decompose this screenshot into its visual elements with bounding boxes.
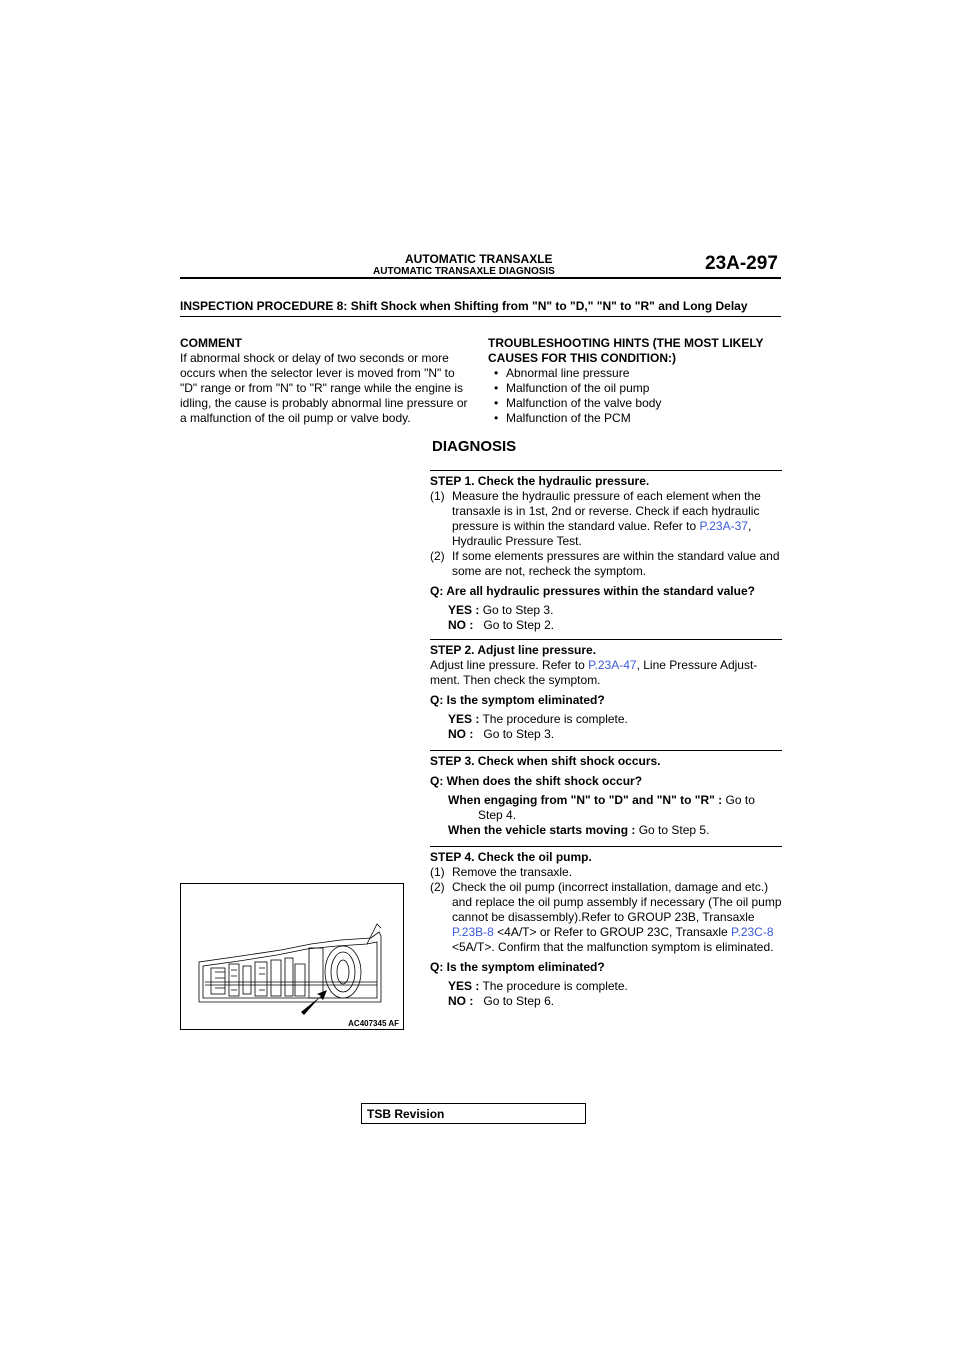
step-question: Q: Are all hydraulic pressures within the standard value? xyxy=(430,584,755,598)
step-question: Q: When does the shift shock occur? xyxy=(430,774,643,788)
answer-no: NO : Go to Step 2. xyxy=(448,618,555,632)
figure-label: AC407345 AF xyxy=(348,1019,399,1028)
step-question: Q: Is the symptom eliminated? xyxy=(430,960,605,974)
step-4 xyxy=(430,846,782,1009)
step-3 xyxy=(430,750,782,838)
header-subtitle: AUTOMATIC TRANSAXLE DIAGNOSIS xyxy=(373,266,555,277)
transaxle-cutaway-illustration xyxy=(181,884,403,1029)
step-item: (1) Measure the hydraulic pressure of each element when the transaxle is in 1st, 2nd or reverse. Check if each hydraulic pressure is within the standard value. Refer to P.23A-37, Hydraulic Pressure Test. xyxy=(430,489,761,548)
step-title: STEP 3. Check when shift shock occurs. xyxy=(430,754,661,768)
ref-link[interactable]: P.23A-47 xyxy=(588,658,637,672)
hints-section xyxy=(488,336,783,426)
step-title: STEP 4. Check the oil pump. xyxy=(430,850,592,864)
answer-yes: YES : The procedure is complete. xyxy=(448,712,628,726)
step-answers xyxy=(430,603,782,633)
step-2 xyxy=(430,639,782,742)
hint-item: • Abnormal line pressure xyxy=(488,366,783,381)
step-divider xyxy=(430,470,782,471)
step-item: (2) Check the oil pump (incorrect installation, damage and etc.) and replace the oil pump assembly if necessary (The oil pump cannot be disassembly).Refer to GROUP 23B, Transaxle P.23B-8 <4A/T> or Refer to GROUP 23C, Transaxle P.23C-8 <5A/T>. Confirm that the malfunction symptom is eliminated. xyxy=(430,880,782,954)
step-divider xyxy=(430,639,782,640)
diagnosis-title: DIAGNOSIS xyxy=(432,438,517,455)
procedure-title-rule xyxy=(180,316,781,317)
hint-item: • Malfunction of the oil pump xyxy=(488,381,783,396)
oil-pump-figure xyxy=(180,883,404,1030)
hint-item: • Malfunction of the PCM xyxy=(488,411,783,426)
step-1 xyxy=(430,470,782,633)
step-title: STEP 1. Check the hydraulic pressure. xyxy=(430,474,650,488)
answer-no: NO : Go to Step 3. xyxy=(448,727,555,741)
header-rule xyxy=(180,277,781,279)
step-divider xyxy=(430,750,782,751)
step-text: Adjust line pressure. Refer to P.23A-47, Line Pressure Adjust-ment. Then check the symptom. xyxy=(430,658,758,687)
step-title: STEP 2. Adjust line pressure. xyxy=(430,643,597,657)
comment-text: If abnormal shock or delay of two seconds or more occurs when the selector lever is moved from "N" to "D" range or from "N" to "R" range while the engine is idling, the cause is probably abnormal line pressure or a malfunction of the oil pump or valve body. xyxy=(180,351,468,425)
header-title: AUTOMATIC TRANSAXLE xyxy=(405,252,553,266)
answer-yes: YES : The procedure is complete. xyxy=(448,979,628,993)
step-answers xyxy=(430,712,782,742)
ref-link[interactable]: P.23C-8 xyxy=(731,925,774,939)
answer-yes: YES : Go to Step 3. xyxy=(448,603,554,617)
ref-link[interactable]: P.23B-8 xyxy=(452,925,494,939)
step-answers xyxy=(430,979,782,1009)
hint-item: • Malfunction of the valve body xyxy=(488,396,783,411)
step-divider xyxy=(430,846,782,847)
step-question: Q: Is the symptom eliminated? xyxy=(430,693,605,707)
comment-section xyxy=(180,336,472,426)
hints-list xyxy=(488,366,783,426)
page-number: 23A-297 xyxy=(705,253,778,274)
answer-no: NO : Go to Step 6. xyxy=(448,994,555,1008)
procedure-title: INSPECTION PROCEDURE 8: Shift Shock when Shifting from "N" to "D," "N" to "R" and Long Delay xyxy=(180,299,748,313)
ref-link[interactable]: P.23A-37 xyxy=(699,519,748,533)
answer-option: When the vehicle starts moving : Go to Step 5. xyxy=(448,823,710,837)
answer-option: When engaging from "N" to "D" and "N" to "R" : Go to Step 4. xyxy=(448,793,755,822)
comment-heading: COMMENT xyxy=(180,336,242,350)
step-item: (2) If some elements pressures are within the standard value and some are not, recheck the symptom. xyxy=(430,549,780,578)
tsb-revision-box: TSB Revision xyxy=(361,1103,586,1124)
step-item: (1) Remove the transaxle. xyxy=(430,865,573,879)
hints-heading: TROUBLESHOOTING HINTS (THE MOST LIKELY CAUSES FOR THIS CONDITION:) xyxy=(488,336,764,365)
step-answers xyxy=(430,793,782,838)
